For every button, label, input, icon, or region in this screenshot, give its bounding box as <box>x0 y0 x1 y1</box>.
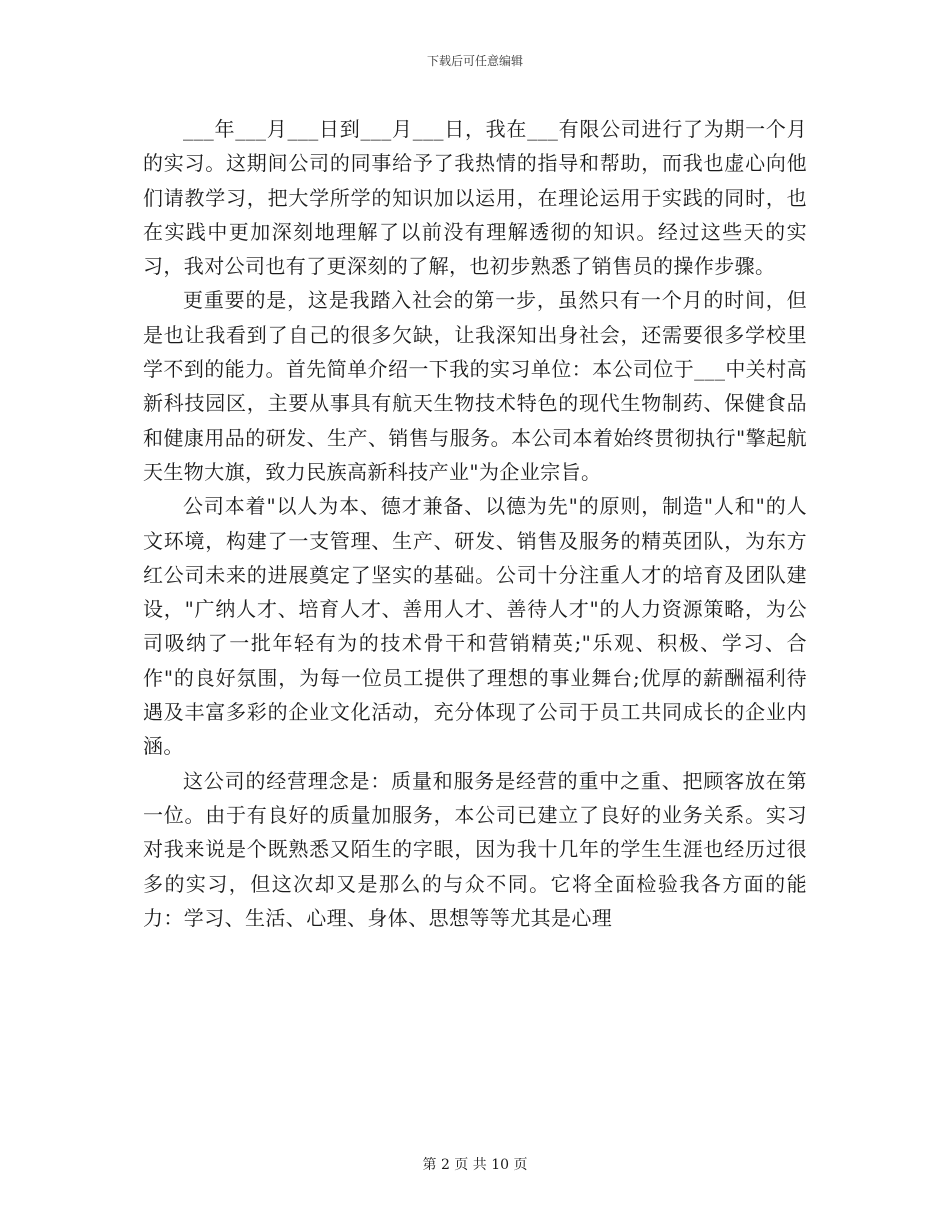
paragraph-company-intro: 更重要的是，这是我踏入社会的第一步，虽然只有一个月的时间，但是也让我看到了自己的很多欠缺，让我深知出身社会，还需要很多学校里学不到的能力。首先简单介绍一下我的实习单位：本公司位于___中关村高新科技园区，主要从事具有航天生物技术特色的现代生物制药、保健食品和健康用品的研发、生产、销售与服务。本公司本着始终贯彻执行"擎起航天生物大旗，致力民族高新科技产业"为企业宗旨。 <box>143 288 807 484</box>
paragraph-company-culture: 公司本着"以人为本、德才兼备、以德为先"的原则，制造"人和"的人文环境，构建了一支管理、生产、研发、销售及服务的精英团队，为东方红公司未来的进展奠定了坚实的基础。公司十分注重人才的培育及团队建设，"广纳人才、培育人才、善用人才、善待人才"的人力资源策略，为公司吸纳了一批年轻有为的技术骨干和营销精英;"乐观、积极、学习、合作"的良好氛围，为每一位员工提供了理想的事业舞台;优厚的薪酬福利待遇及丰富多彩的企业文化活动，充分体现了公司于员工共同成长的企业内涵。 <box>143 494 807 759</box>
page-header-note: 下载后可任意编辑 <box>426 54 523 68</box>
document-body <box>143 112 807 935</box>
paragraph-business-philosophy: 这公司的经营理念是：质量和服务是经营的重中之重、把顾客放在第一位。由于有良好的质量加服务，本公司已建立了良好的业务关系。实习对我来说是个既熟悉又陌生的字眼，因为我十几年的学生生涯也经历过很多的实习，但这次却又是那么的与众不同。它将全面检验我各方面的能力：学习、生活、心理、身体、思想等等尤其是心理 <box>143 768 807 930</box>
page-number: 第 2 页 共 10 页 <box>422 1157 528 1173</box>
paragraph-internship-intro: ___年___月___日到___月___日，我在___有限公司进行了为期一个月的实习。这期间公司的同事给予了我热情的指导和帮助，而我也虚心向他们请教学习，把大学所学的知识加以运用，在理论运用于实践的同时，也在实践中更加深刻地理解了以前没有理解透彻的知识。经过这些天的实习，我对公司也有了更深刻的了解，也初步熟悉了销售员的操作步骤。 <box>143 117 807 279</box>
